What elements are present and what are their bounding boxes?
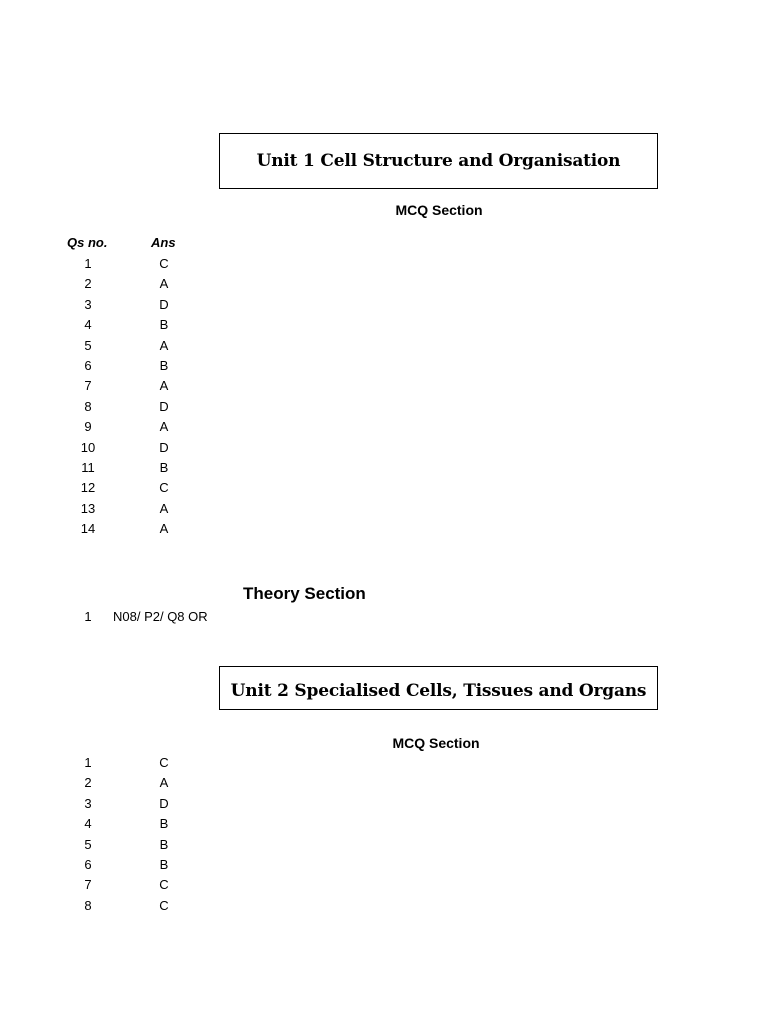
- unit2-title: Unit 2 Specialised Cells, Tissues and Organs: [230, 681, 647, 701]
- column-header-qs-no: Qs no.: [67, 235, 108, 250]
- answer-letter: A: [159, 500, 169, 516]
- question-number: 14: [80, 521, 96, 537]
- answer-letter: B: [159, 857, 169, 872]
- answer-letter: D: [159, 296, 169, 312]
- answer-letter: A: [159, 419, 169, 435]
- answer-letter: A: [159, 521, 169, 537]
- answer-letter: A: [159, 378, 169, 394]
- answer-letter: C: [159, 877, 169, 893]
- answer-letter: C: [159, 755, 169, 770]
- question-number: 2: [84, 276, 92, 292]
- question-number: 8: [84, 398, 92, 414]
- answer-letter: B: [159, 836, 169, 852]
- question-number: 12: [80, 480, 96, 496]
- column-header-ans: Ans: [151, 235, 176, 250]
- question-number: 5: [84, 836, 92, 852]
- theory-question-number: 1: [84, 609, 92, 624]
- question-number: 13: [80, 500, 96, 516]
- question-number: 3: [84, 795, 92, 811]
- question-number: 7: [84, 378, 92, 394]
- question-number: 7: [84, 877, 92, 893]
- question-number: 4: [84, 816, 92, 832]
- answer-letter: D: [159, 398, 169, 414]
- answer-letter: D: [159, 439, 169, 455]
- answer-letter: B: [159, 460, 169, 475]
- question-number: 6: [84, 358, 92, 373]
- question-number: 5: [84, 337, 92, 353]
- answer-letter: B: [159, 358, 169, 373]
- unit1-title-box: [219, 133, 658, 189]
- unit2-mcq-heading: MCQ Section: [392, 735, 480, 751]
- question-number: 3: [84, 296, 92, 312]
- unit1-theory-heading: Theory Section: [243, 584, 366, 603]
- answer-letter: B: [159, 317, 169, 333]
- answer-letter: A: [159, 337, 169, 353]
- question-number: 4: [84, 317, 92, 333]
- question-number: 11: [81, 460, 95, 475]
- answer-letter: D: [159, 795, 169, 811]
- answer-letter: A: [159, 276, 169, 292]
- question-number: 10: [80, 439, 96, 455]
- answer-letter: A: [159, 775, 169, 791]
- answer-letter: B: [159, 816, 169, 832]
- unit1-title: Unit 1 Cell Structure and Organisation: [256, 151, 621, 171]
- answer-letter: C: [159, 256, 169, 271]
- question-number: 8: [84, 897, 92, 913]
- unit2-title-box: [219, 666, 658, 710]
- question-number: 1: [84, 755, 92, 770]
- question-number: 6: [84, 857, 92, 872]
- question-number: 1: [84, 256, 92, 271]
- theory-question-reference: N08/ P2/ Q8 OR: [113, 609, 208, 624]
- answer-letter: C: [159, 897, 169, 913]
- unit1-mcq-heading: MCQ Section: [395, 202, 483, 218]
- answer-letter: C: [159, 480, 169, 496]
- question-number: 2: [84, 775, 92, 791]
- question-number: 9: [84, 419, 92, 435]
